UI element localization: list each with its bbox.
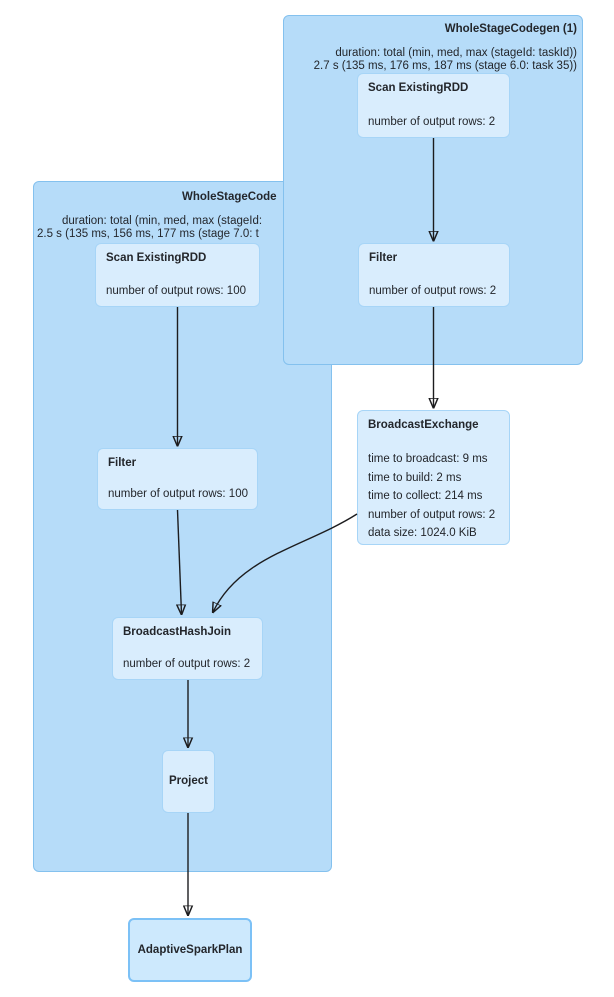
node-metric: number of output rows: 2 [368,116,496,128]
node-filter-2 [97,448,258,510]
node-adaptivesparkplan [128,918,252,982]
node-title: Scan ExistingRDD [106,252,207,264]
node-filter-1 [358,243,510,307]
cluster-duration-label: duration: total (min, med, max (stageId: taskId)) [335,47,577,59]
cluster-wholestagecodegen-1 [283,15,583,365]
node-title: Filter [108,457,137,469]
node-title: Filter [369,252,398,264]
node-metric: number of output rows: 100 [108,488,248,500]
node-metric: number of output rows: 100 [106,285,246,297]
node-title: BroadcastHashJoin [123,626,232,638]
node-broadcastexchange [357,410,510,545]
node-title: Scan ExistingRDD [368,82,469,94]
node-metric: number of output rows: 2 [123,658,251,670]
cluster-title: WholeStageCodegen (1) [444,23,577,35]
cluster-duration-label: duration: total (min, med, max (stageId: [62,215,263,227]
node-project [162,750,215,813]
node-metric: number of output rows: 2 [368,508,496,521]
node-metric: number of output rows: 2 [369,285,497,297]
cluster-duration-value: 2.5 s (135 ms, 156 ms, 177 ms (stage 7.0: t [37,228,259,240]
cluster-duration-value: 2.7 s (135 ms, 176 ms, 187 ms (stage 6.0: task 35)) [313,60,577,72]
node-broadcasthashjoin [112,617,263,680]
node-title: Project [169,775,208,787]
node-metric: time to broadcast: 9 ms [368,453,488,465]
node-scan-existingrdd-2 [95,243,260,307]
cluster-title: WholeStageCode [182,191,277,203]
node-scan-existingrdd-1 [357,73,510,138]
node-metric: time to build: 2 ms [368,471,462,484]
node-title: BroadcastExchange [368,419,479,431]
node-title: AdaptiveSparkPlan [137,943,243,956]
node-metric: time to collect: 214 ms [368,490,483,503]
node-metric: data size: 1024.0 KiB [368,527,477,540]
